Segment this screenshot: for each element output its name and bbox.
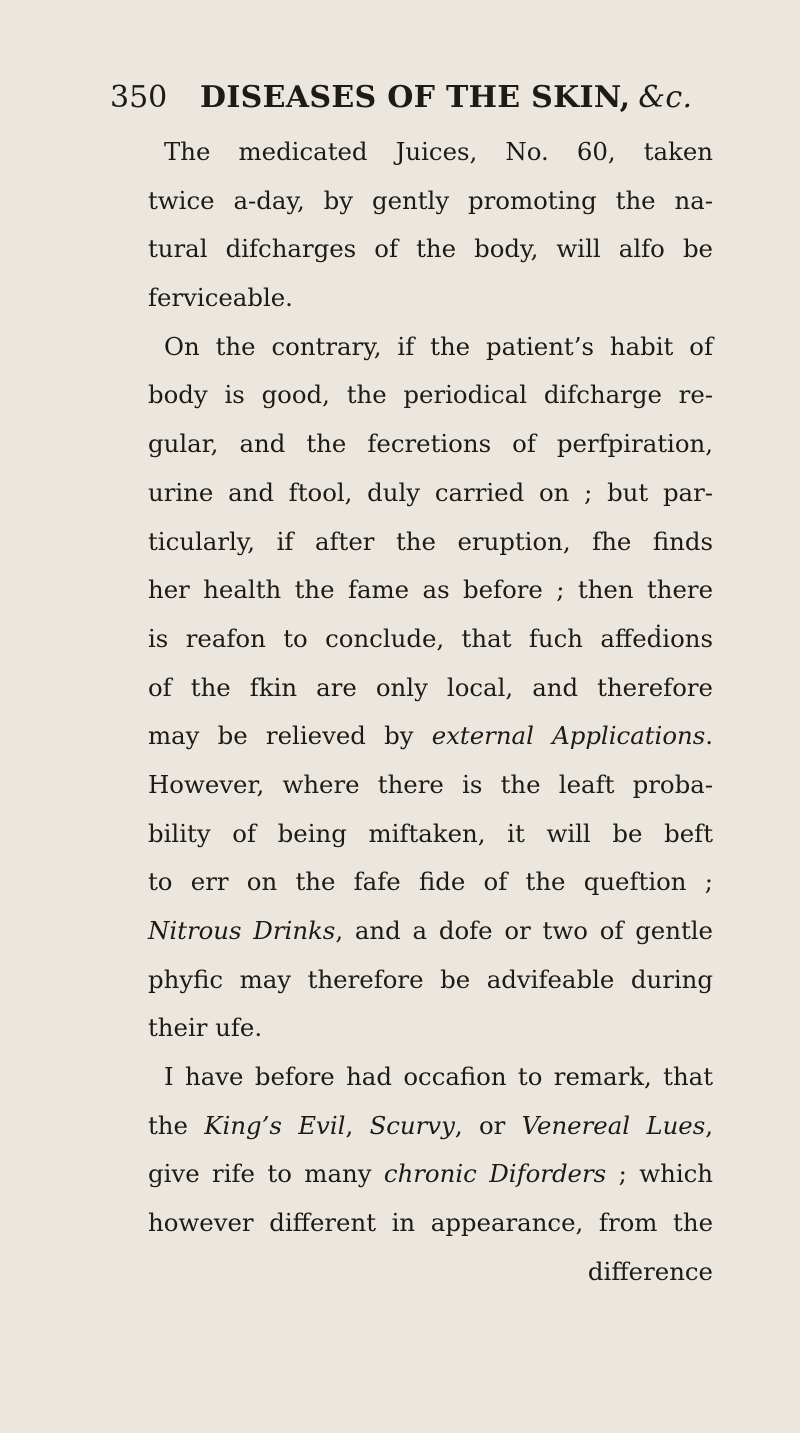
- text-run: urine and ftool, duly carried on ; but par-: [148, 477, 713, 507]
- text-run: body is good, the periodical difcharge re-: [148, 380, 713, 410]
- text-run: of the fkin are only local, and therefore: [148, 672, 713, 702]
- text-line: [148, 761, 713, 810]
- text-line: [148, 615, 713, 664]
- italic-text: Venereal Lues: [521, 1110, 706, 1140]
- text-run: On the contrary, if the patient’s habit of: [164, 331, 713, 361]
- text-run: their ufe.: [148, 1013, 263, 1043]
- text-line: [148, 518, 713, 567]
- italic-text: King’s Evil: [204, 1110, 346, 1140]
- text-run: the: [148, 1110, 205, 1140]
- text-run: ,: [705, 1110, 714, 1140]
- text-run: ,: [345, 1110, 370, 1140]
- text-run: The medicated Juices, No. 60, taken: [164, 137, 713, 166]
- text-run: , and a dofe or two of gentle: [335, 916, 713, 945]
- text-line: [148, 712, 713, 761]
- text-run: phyfic may therefore be advifeable during: [148, 964, 713, 994]
- text-line: [148, 371, 713, 420]
- running-title: [200, 78, 692, 118]
- text-line: [148, 323, 713, 372]
- catchword: [148, 1248, 713, 1297]
- text-line: [148, 1102, 713, 1151]
- text-run: ; which: [606, 1159, 713, 1189]
- text-run: ticularly, if after the eruption, fhe finds: [148, 526, 713, 556]
- text-line: [148, 225, 713, 274]
- text-run: However, where there is the leaft proba-: [148, 769, 713, 799]
- text-line: [148, 810, 713, 859]
- text-line: [148, 566, 713, 615]
- text-run: give rife to many: [148, 1159, 384, 1189]
- text-line: [148, 177, 713, 226]
- text-run: ferviceable.: [148, 283, 293, 313]
- italic-text: Nitrous Drinks: [148, 916, 336, 945]
- text-run: may be relieved by: [148, 721, 432, 751]
- text-run: , or: [454, 1110, 522, 1140]
- text-line: [148, 907, 713, 956]
- text-run: I have before had occafion to remark, that: [164, 1062, 713, 1092]
- page-number: 350: [110, 80, 168, 115]
- text-line: [148, 1004, 713, 1053]
- text-run: is reafon to conclude, that fuch affeḋions: [148, 623, 713, 653]
- text-line: [148, 420, 713, 469]
- text-line: [148, 274, 713, 323]
- text-run: bility of being miftaken, it will be beft: [148, 818, 713, 848]
- text-line: [148, 1053, 713, 1102]
- text-run: .: [705, 721, 714, 751]
- page-header: [110, 78, 693, 118]
- text-run: to err on the fafe fide of the queftion ;: [148, 867, 713, 897]
- text-line: [148, 469, 713, 518]
- text-run: gular, and the fecretions of perfpiration,: [148, 429, 713, 459]
- italic-text: chronic Diforders: [383, 1159, 607, 1189]
- text-line: [148, 128, 713, 177]
- text-run: difference: [587, 1256, 713, 1286]
- text-line: [148, 956, 713, 1005]
- body-text: [148, 128, 713, 1297]
- text-line: [148, 1150, 713, 1199]
- text-line: [148, 664, 713, 713]
- italic-text: external Applications: [431, 721, 706, 751]
- text-run: twice a-day, by gently promoting the na-: [148, 185, 713, 215]
- text-run: tural difcharges of the body, will alfo be: [148, 234, 713, 264]
- running-title-etc: &c.: [638, 80, 693, 115]
- running-title-text: DISEASES OF THE SKIN,: [200, 80, 631, 115]
- text-line: [148, 858, 713, 907]
- italic-text: Scurvy: [369, 1110, 455, 1140]
- text-line: [148, 1199, 713, 1248]
- text-run: however different in appearance, from the: [148, 1208, 713, 1238]
- text-run: her health the fame as before ; then there: [148, 575, 713, 605]
